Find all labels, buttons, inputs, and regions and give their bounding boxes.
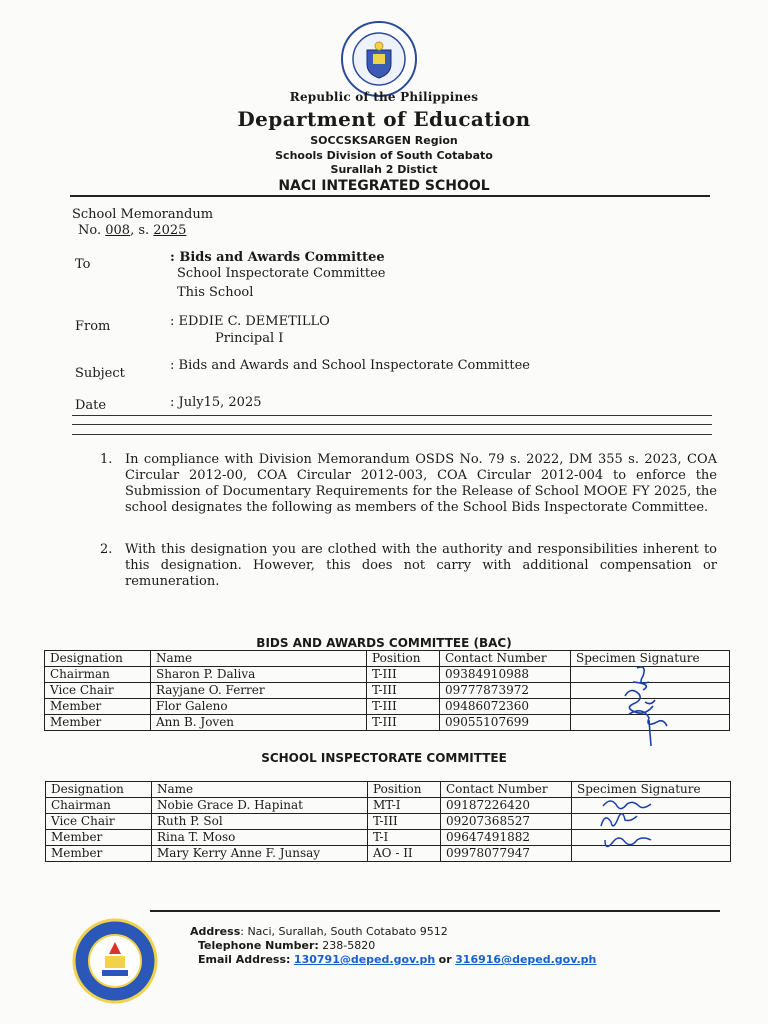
department-heading: Department of Education [237,107,531,131]
date-label: Date [75,398,107,413]
header-divider [70,195,710,197]
to-label: To [75,257,91,272]
cell-position: T-III [367,699,440,715]
school-name: NACI INTEGRATED SCHOOL [278,178,490,194]
column-header: Designation [45,651,151,667]
cell-position: T-III [367,683,440,699]
column-header: Position [368,782,441,798]
cell-position: T-I [368,830,441,846]
email-link-2[interactable]: 316916@deped.gov.ph [455,953,597,966]
divider-2 [72,424,712,425]
cell-name: Nobie Grace D. Hapinat [152,798,368,814]
column-header: Position [367,651,440,667]
cell-designation: Member [45,699,151,715]
from-label: From [75,319,111,334]
column-header: Name [151,651,367,667]
email-link-1[interactable]: 130791@deped.gov.ph [293,953,436,966]
division-line: Schools Division of South Cotabato [275,149,493,162]
cell-name: Ruth P. Sol [152,814,368,830]
cell-position: T-III [367,715,440,731]
cell-contact: 09207368527 [441,814,572,830]
cell-designation: Chairman [46,798,152,814]
column-header: Specimen Signature [572,782,731,798]
region-line: SOCCSKSARGEN Region [310,134,458,147]
footer-phone: Telephone Number: 238-5820 [198,939,376,952]
cell-position: T-III [367,667,440,683]
sic-signatures-icon [595,792,665,856]
cell-designation: Member [45,715,151,731]
divider-1 [72,415,712,416]
divider-3 [72,434,712,435]
memo-label: School Memorandum [72,207,214,222]
cell-contact: 09647491882 [441,830,572,846]
cell-designation: Chairman [45,667,151,683]
subject-label: Subject [75,366,125,381]
cell-name: Sharon P. Daliva [151,667,367,683]
cell-name: Rayjane O. Ferrer [151,683,367,699]
cell-contact: 09777873972 [440,683,571,699]
cell-contact: 09187226420 [441,798,572,814]
republic-heading: Republic of the Philippines [289,90,479,104]
cell-designation: Vice Chair [45,683,151,699]
cell-name: Mary Kerry Anne F. Junsay [152,846,368,862]
cell-contact: 09486072360 [440,699,571,715]
subject-value: : Bids and Awards and School Inspectorate Committee [170,358,530,373]
column-header: Contact Number [440,651,571,667]
paragraph-2: 2. With this designation you are clothed with the authority and responsibilities inherent to this designation. However, this does not carry with additional compensation or remuneration. [100,542,717,589]
footer-divider [150,910,720,912]
cell-position: T-III [368,814,441,830]
district-line: Surallah 2 Distict [330,163,438,176]
cell-designation: Member [46,846,152,862]
cell-designation: Vice Chair [46,814,152,830]
column-header: Contact Number [441,782,572,798]
cell-name: Flor Galeno [151,699,367,715]
column-header: Name [152,782,368,798]
cell-name: Ann B. Joven [151,715,367,731]
to-recipient-3: This School [177,285,254,300]
cell-designation: Member [46,830,152,846]
bac-signatures-icon [615,662,675,750]
from-name: : EDDIE C. DEMETILLO [170,314,330,329]
cell-contact: 09055107699 [440,715,571,731]
footer-address: Address: Naci, Surallah, South Cotabato 9512 [190,925,448,938]
column-header: Designation [46,782,152,798]
to-recipient-2: School Inspectorate Committee [177,266,386,281]
memo-number: No. 008, s. 2025 [78,223,187,238]
paragraph-1: 1. In compliance with Division Memorandum OSDS No. 79 s. 2022, DM 355 s. 2023, COA Circular 2012-00, COA Circular 2012-003, COA Circular 2012-004 to enforce the Submission of Documentary Requirements for the Release of School MOOE FY 2025, the school designates the following as members of the School Bids Inspectorate Committee. [100,452,717,515]
cell-contact: 09384910988 [440,667,571,683]
from-position: Principal I [215,331,284,346]
sic-table-title: SCHOOL INSPECTORATE COMMITTEE [261,751,507,765]
column-header: Specimen Signature [571,651,730,667]
date-value: : July15, 2025 [170,395,262,410]
school-logo-icon [72,918,158,1004]
to-recipient-1: : Bids and Awards Committee [170,250,385,265]
footer-email: Email Address: 130791@deped.gov.ph or 316916@deped.gov.ph [198,953,597,966]
cell-position: AO - II [368,846,441,862]
bac-table-title: BIDS AND AWARDS COMMITTEE (BAC) [256,636,512,650]
cell-name: Rina T. Moso [152,830,368,846]
cell-position: MT-I [368,798,441,814]
cell-contact: 09978077947 [441,846,572,862]
deped-seal-icon [340,20,418,98]
